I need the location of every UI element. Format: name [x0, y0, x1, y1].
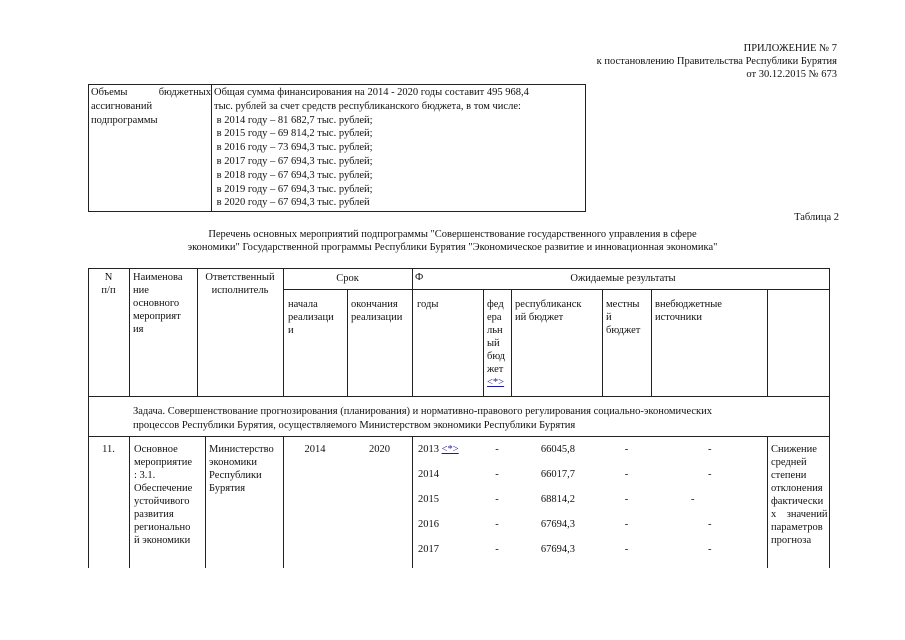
- budget-line: в 2018 году – 67 694,3 тыс. рублей;: [214, 169, 373, 181]
- republic-value: 67694,3: [540, 544, 575, 555]
- local-value: -: [624, 494, 629, 505]
- federal-value: -: [495, 519, 499, 530]
- row-expected-result: [771, 443, 827, 547]
- republic-value: 66017,7: [540, 469, 575, 480]
- budget-line: Общая сумма финансирования на 2014 - 2020 годы составит 495 968,4: [214, 87, 529, 98]
- header-name: [133, 271, 195, 336]
- row-resp-line: Республики: [209, 470, 262, 481]
- header-federal-line: ый: [487, 338, 500, 349]
- activities-table: [88, 268, 829, 568]
- federal-value: -: [495, 444, 499, 455]
- year-value: 2013: [418, 444, 439, 455]
- result-line: средней: [771, 457, 807, 468]
- year-value: 2015: [418, 494, 439, 505]
- row-resp-line: Министерство: [209, 444, 274, 455]
- budget-label-line3: подпрограммы: [91, 114, 158, 126]
- appendix-title: ПРИЛОЖЕНИЕ № 7: [743, 43, 837, 54]
- federal-value: -: [495, 544, 499, 555]
- federal-value: -: [495, 469, 499, 480]
- header-name-line: ия: [133, 324, 144, 335]
- header-local-line: местны: [606, 299, 640, 310]
- result-line: х значений: [771, 509, 828, 520]
- header-years: годы: [417, 299, 439, 310]
- row-name-line: мероприятие: [134, 457, 192, 468]
- result-line: отклонения: [771, 483, 823, 494]
- budget-label-line2: ассигнований: [91, 100, 153, 112]
- header-num: [88, 271, 129, 297]
- header-federal-line: бюд: [487, 351, 505, 362]
- row-name-line: устойчивого: [134, 496, 190, 507]
- table-label: Таблица 2: [794, 212, 839, 223]
- result-line: Снижение: [771, 444, 817, 455]
- result-line: фактически: [771, 496, 824, 507]
- result-line: прогноза: [771, 535, 812, 546]
- row-name-line: Обеспечение: [134, 483, 193, 494]
- header-republic-line: республиканск: [515, 299, 582, 310]
- header-federal-line: льн: [487, 325, 503, 336]
- local-value: -: [624, 444, 629, 455]
- row-responsible: [209, 443, 282, 495]
- extra-value: -: [708, 544, 712, 555]
- header-responsible: [197, 271, 283, 297]
- republic-value: 67694,3: [540, 519, 575, 530]
- header-federal: [487, 298, 511, 389]
- local-value: -: [624, 469, 629, 480]
- header-republic-budget: [515, 298, 601, 324]
- header-financing: Ф: [415, 272, 424, 283]
- extra-value: -: [691, 494, 695, 505]
- header-resp-line: исполнитель: [211, 285, 269, 296]
- table-title-line1: Перечень основных мероприятий подпрограммы "Совершенствование государственного управления в сфере: [208, 229, 697, 240]
- row-end-year: 2020: [369, 444, 390, 455]
- table-title-line2: экономики" Государственной программы Республики Бурятия "Экономическое развитие и инновационная экономика": [187, 242, 718, 253]
- row-num: 11.: [102, 444, 115, 455]
- budget-line: в 2020 году – 67 694,3 тыс. рублей: [214, 197, 370, 209]
- local-value: -: [624, 519, 629, 530]
- row-name-line: й экономики: [134, 535, 191, 546]
- row-resp-line: экономики: [209, 457, 257, 468]
- budget-label: [91, 86, 211, 127]
- year-value: 2014: [418, 469, 439, 480]
- row-start-year: 2014: [304, 444, 326, 455]
- year-footnote-link[interactable]: <*>: [441, 444, 459, 455]
- task-row: [133, 405, 826, 433]
- budget-line: в 2017 году – 67 694,3 тыс. рублей;: [214, 155, 373, 167]
- header-end-line: окончания: [351, 299, 398, 310]
- budget-line: в 2016 году – 73 694,3 тыс. рублей;: [214, 142, 373, 154]
- header-name-line: мероприят: [133, 311, 181, 322]
- header-start-line: и: [288, 325, 294, 336]
- result-line: параметров: [771, 522, 823, 533]
- header-term: Срок: [336, 273, 359, 284]
- extra-value: -: [708, 519, 712, 530]
- federal-value: -: [495, 494, 499, 505]
- year-2013: [418, 443, 459, 456]
- header-extra-line: внебюджетные: [655, 299, 722, 310]
- local-value: -: [624, 544, 629, 555]
- header-federal-line: ера: [487, 312, 502, 323]
- result-line: степени: [771, 470, 807, 481]
- header-num-line: N: [104, 272, 113, 283]
- row-name-line: регионально: [134, 522, 191, 533]
- budget-line: в 2014 году – 81 682,7 тыс. рублей;: [214, 114, 373, 126]
- extra-value: -: [708, 444, 712, 455]
- table-title: [0, 228, 905, 254]
- row-activity-name: [134, 443, 204, 547]
- federal-footnote-link[interactable]: <*>: [487, 377, 505, 388]
- header-resp-line: Ответственный: [205, 272, 275, 283]
- year-value: 2016: [418, 519, 439, 530]
- decree-reference: к постановлению Правительства Республики Бурятия: [596, 56, 837, 67]
- header-name-line: Наименова: [133, 272, 183, 283]
- republic-value: 68814,2: [540, 494, 575, 505]
- budget-box: [88, 84, 586, 212]
- header-start: [288, 298, 346, 337]
- header-federal-line: фед: [487, 299, 504, 310]
- task-line: процессов Республики Бурятия, осуществляемого Министерством экономики Республики Бурятия: [133, 420, 576, 431]
- budget-line: тыс. рублей за счет средств республиканского бюджета, в том числе:: [214, 100, 521, 112]
- republic-value: 66045,8: [540, 444, 575, 455]
- budget-line: в 2015 году – 69 814,2 тыс. рублей;: [214, 128, 373, 140]
- header-name-line: основного: [133, 298, 180, 309]
- header-num-line: п/п: [101, 285, 116, 296]
- header-start-line: реализаци: [288, 312, 334, 323]
- budget-text: [214, 86, 579, 210]
- header-extra-line: источники: [655, 312, 702, 323]
- header-end-line: реализации: [351, 312, 403, 323]
- year-value: 2017: [418, 544, 439, 555]
- header-name-line: ние: [133, 285, 149, 296]
- budget-label-word1: Объемы: [91, 87, 128, 98]
- row-name-line: Основное: [134, 444, 178, 455]
- header-start-line: начала: [288, 299, 318, 310]
- task-line: Задача. Совершенствование прогнозирования (планирования) и нормативно-правового регулирования социально-экономических: [133, 406, 713, 417]
- header-local-line: й: [606, 312, 612, 323]
- row-name-line: : 3.1.: [134, 470, 156, 481]
- row-name-line: развития: [134, 509, 174, 520]
- header-extra-budget: [655, 298, 765, 324]
- budget-line: в 2019 году – 67 694,3 тыс. рублей;: [214, 183, 373, 195]
- header-local-line: бюджет: [606, 325, 641, 336]
- decree-date: от 30.12.2015 № 673: [746, 69, 837, 80]
- row-resp-line: Бурятия: [209, 483, 246, 494]
- header-local-budget: [606, 298, 650, 337]
- extra-value: -: [708, 469, 712, 480]
- header-republic-line: ий бюджет: [515, 312, 564, 323]
- header-federal-line: жет: [487, 364, 504, 375]
- budget-label-word2: бюджетных: [158, 87, 211, 98]
- header-end: [351, 298, 411, 324]
- header-expected-results: Ожидаемые результаты: [570, 273, 676, 284]
